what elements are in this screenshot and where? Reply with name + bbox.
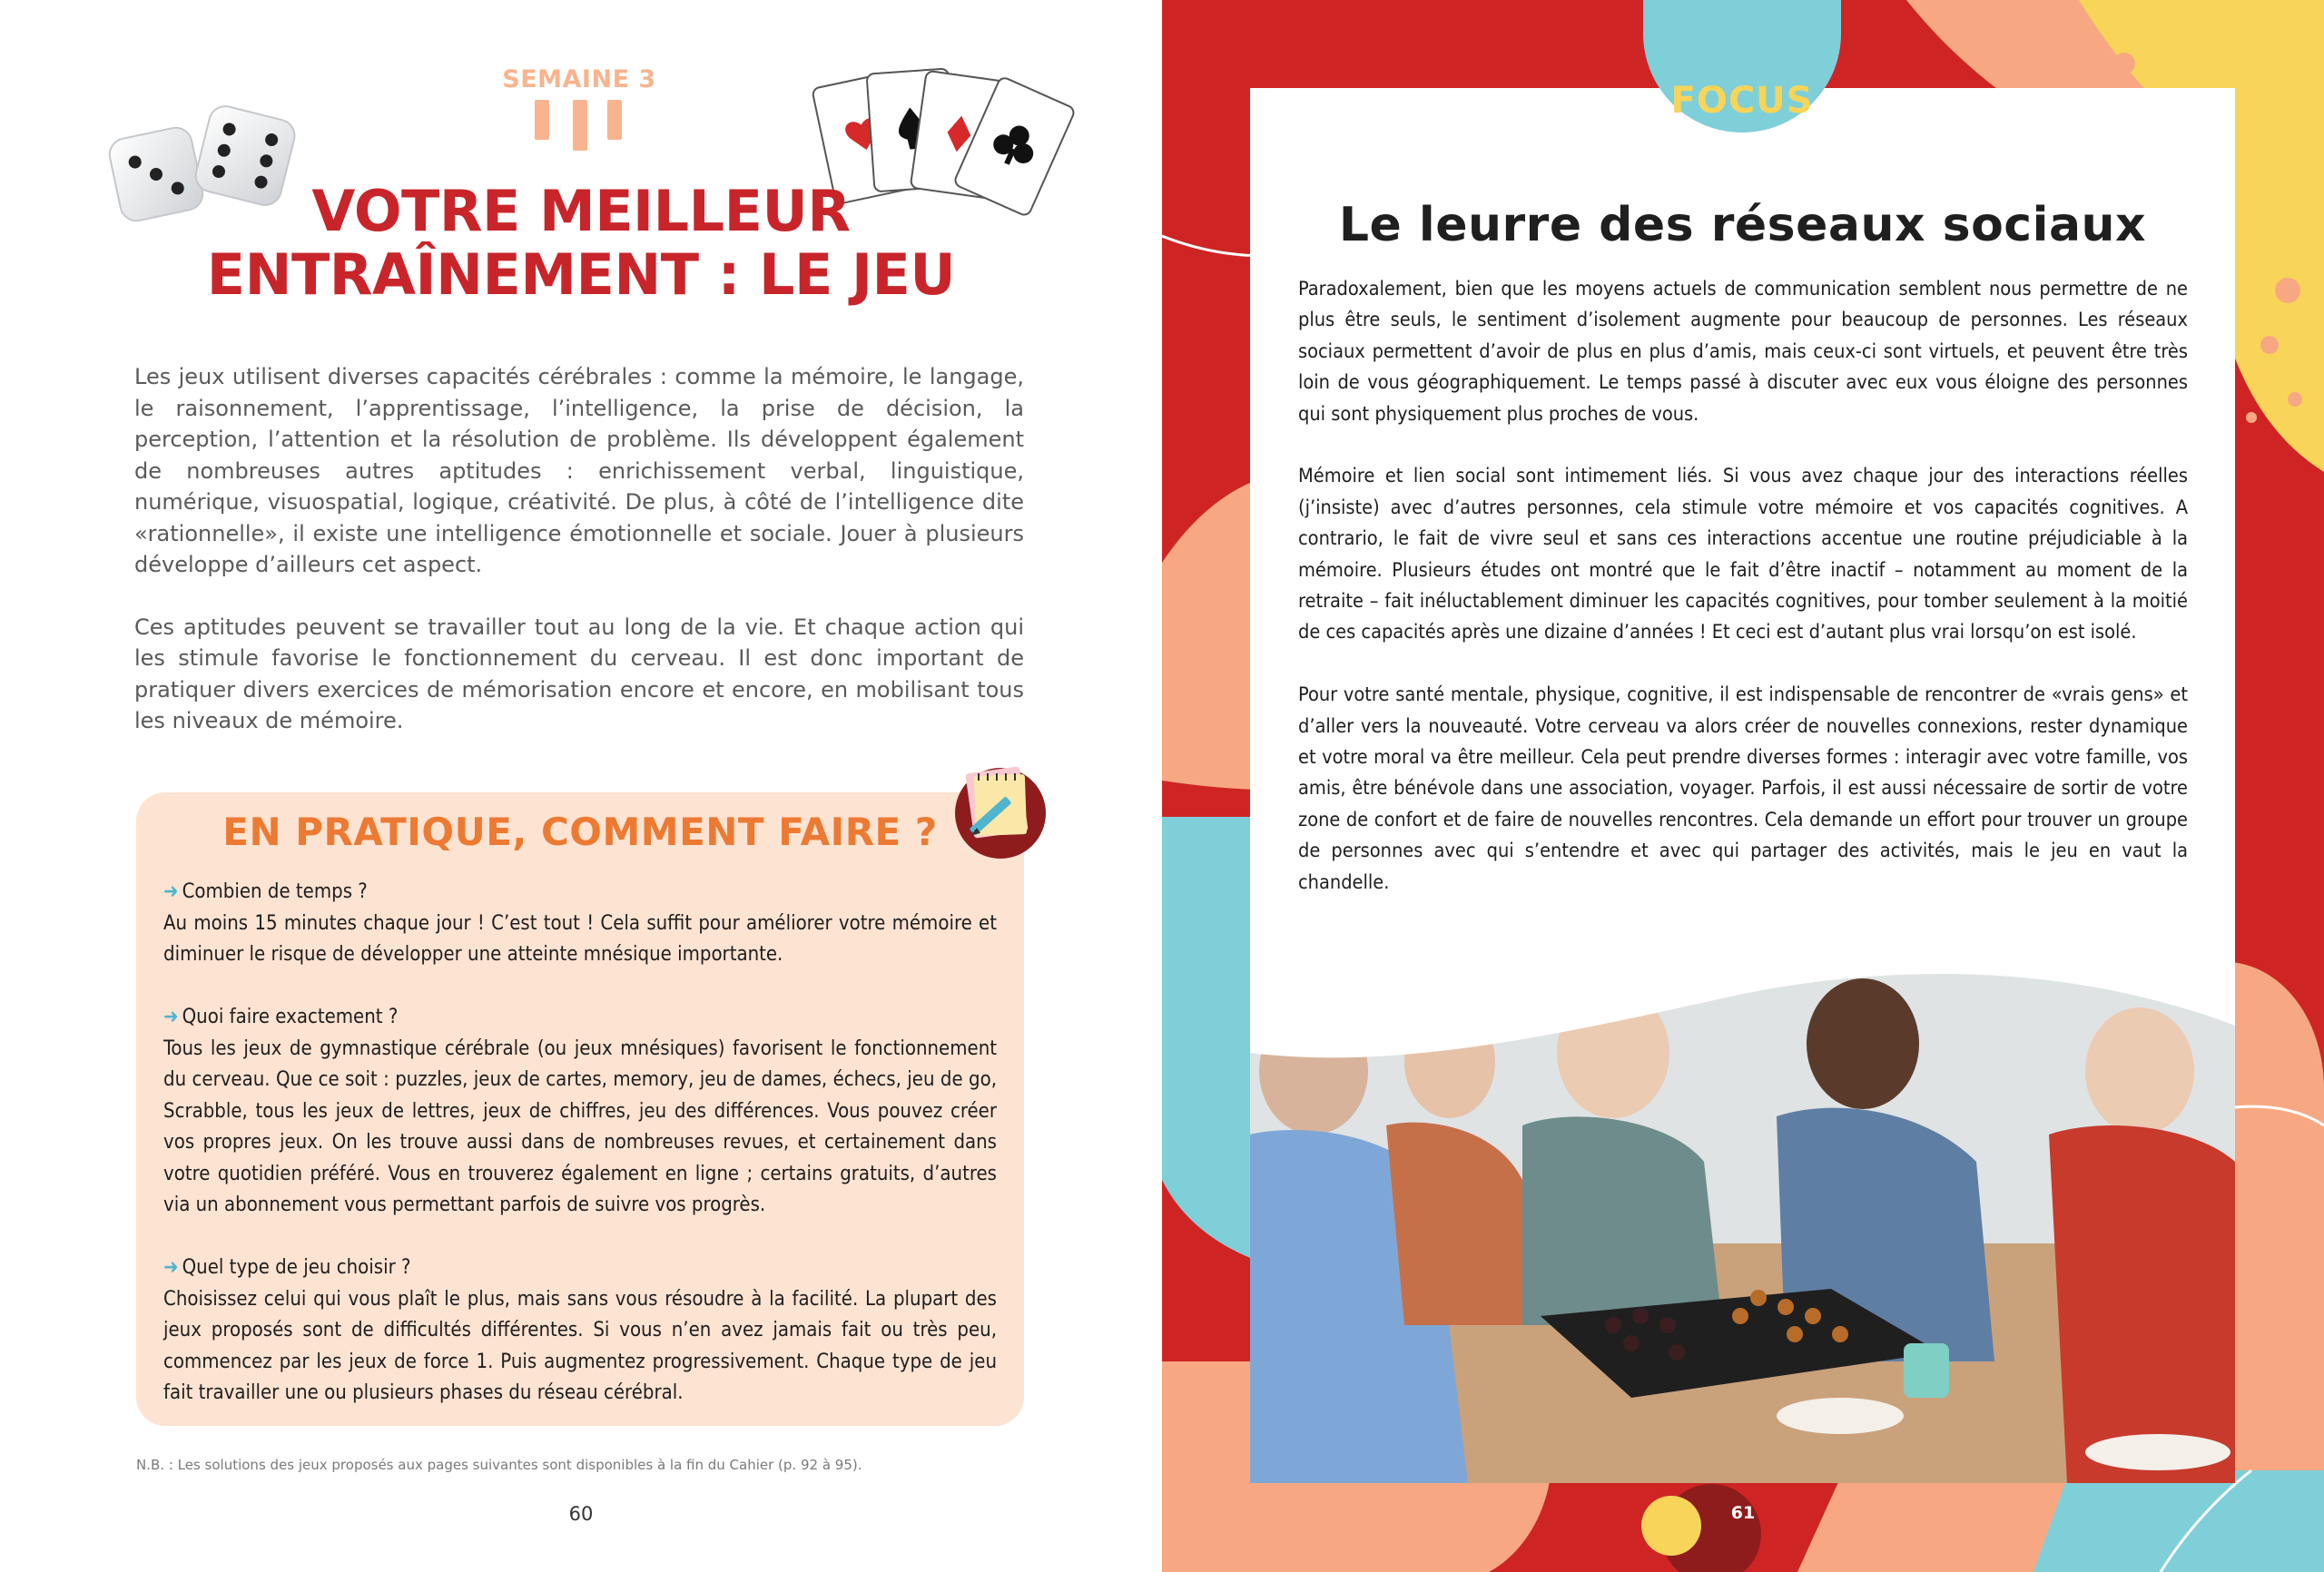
intro-paragraph: Ces aptitudes peuvent se travailler tout au long de la vie. Et chaque action qui les stimule favorise le fonctionnement du cerveau. Il est donc important de pratiquer divers exercices de mémorisation encore et encore, en mobilisant tous les niveaux de mémoire. bbox=[134, 614, 1024, 733]
practice-body bbox=[163, 877, 997, 1440]
notepad-pencil-icon bbox=[944, 755, 1053, 864]
focus-paragraph: Paradoxalement, bien que les moyens actuels de communication semblent nous permettre de ne plus être seuls, le sentiment d’isolement augmente pour beaucoup de personnes. Les réseaux sociaux permettent d’avoir de plus en plus d’amis, mais ceux-ci sont virtuels, et peuvent être très loin de vous géographiquement. Le temps passé à discuter avec eux vous éloigne des personnes qui sont physiquement plus proches de vous. bbox=[1298, 278, 2188, 426]
arrow-right-icon: ➜ bbox=[163, 1006, 179, 1028]
photo-wave bbox=[1250, 944, 2235, 1089]
practice-title: EN PRATIQUE, COMMENT FAIRE ? bbox=[222, 810, 938, 854]
focus-title: Le leurre des réseaux sociaux bbox=[1338, 198, 2147, 252]
page-number-right: 61 bbox=[1730, 1503, 1756, 1523]
page-title bbox=[163, 180, 999, 307]
focus-body bbox=[1298, 274, 2188, 929]
practice-answer: Choisissez celui qui vous plaît le plus, mais sans vous résoudre à la facilité. La plupart des jeux proposés sont de difficultés différentes. Si vous n’en avez jamais fait ou très peu, commencez par les jeux de force 1. Puis augmentez progressivement. Chaque type de jeu fait travailler une ou plusieurs phases du réseau cérébral. bbox=[163, 1287, 997, 1404]
focus-label: FOCUS bbox=[1670, 80, 1814, 122]
footnote: N.B. : Les solutions des jeux proposés aux pages suivantes sont disponibles à la fin du Cahier (p. 92 à 95). bbox=[136, 1457, 862, 1473]
intro-paragraph: Les jeux utilisent diverses capacités cérébrales : comme la mémoire, le langage, le raisonnement, l’apprentissage, l’intelligence, la prise de décision, la perception, l’attention et la résolution de problème. Ils développent également de nombreuses autres aptitudes : enrichissement verbal, linguistique, numérique, visuospatial, logique, créativité. De plus, à côté de l’intelligence dite «rationnelle», il existe une intelligence émotionnelle et sociale. Jouer à plusieurs développe d’ailleurs cet aspect. bbox=[134, 364, 1024, 577]
page-number-dot bbox=[1641, 1496, 1701, 1556]
practice-item bbox=[163, 877, 997, 971]
tally-bar bbox=[535, 100, 549, 140]
title-line-2: ENTRAÎNEMENT : LE JEU bbox=[206, 241, 956, 308]
practice-item bbox=[163, 1253, 997, 1410]
right-page bbox=[1162, 0, 2324, 1572]
focus-paragraph: Pour votre santé mentale, physique, cognitive, il est indispensable de rencontrer de «vrais gens» et d’aller vers la nouveauté. Votre cerveau va alors créer de nouvelles connexions, rester dynamique et votre moral va être meilleur. Cela peut prendre diverses formes : interagir avec votre famille, vos amis, être bénévole dans une association, voyager. Parfois, il est aussi nécessaire de sortir de votre zone de confort et de faire de nouvelles rencontres. Cela demande un effort pour trouver un groupe de personnes avec qui s’entendre et avec qui partager des activités, mais le jeu en vaut la chandelle. bbox=[1298, 683, 2188, 894]
practice-answer: Au moins 15 minutes chaque jour ! C’est tout ! Cela suffit pour améliorer votre mémoire et diminuer le risque de développer une atteinte mnésique importante. bbox=[163, 911, 997, 966]
intro-text bbox=[134, 361, 1024, 768]
practice-question-text: Quel type de jeu choisir ? bbox=[182, 1256, 411, 1279]
practice-question-text: Quoi faire exactement ? bbox=[182, 1006, 399, 1028]
tally-bar bbox=[573, 100, 587, 151]
practice-question bbox=[163, 1002, 997, 1034]
arrow-right-icon: ➜ bbox=[163, 880, 179, 903]
practice-answer: Tous les jeux de gymnastique cérébrale (ou jeux mnésiques) favorisent le fonctionnement du cerveau. Que ce soit : puzzles, jeux de cartes, memory, jeu de dames, échecs, jeu de go, Scrabble, tous les jeux de lettres, jeux de chiffres, jeu des différences. Vous pouvez créer vos propres jeux. On les trouve aussi dans de nombreuses revues, et certainement dans votre quotidien préféré. Vous en trouverez également en ligne ; certains gratuits, d’autres via un abonnement vous permettant parfois de suivre vos progrès. bbox=[163, 1037, 997, 1216]
practice-question bbox=[163, 1253, 997, 1284]
arrow-right-icon: ➜ bbox=[163, 1256, 179, 1279]
tally-bar bbox=[607, 100, 622, 140]
practice-question-text: Combien de temps ? bbox=[182, 880, 368, 903]
focus-paragraph: Mémoire et lien social sont intimement liés. Si vous avez chaque jour des interactions réelles (j’insiste) avec d’autres personnes, cela stimule votre mémoire et vos capacités cognitives. A contrario, le fait de vivre seul et sans ces interactions accentue une routine préjudiciable à la mémoire. Plusieurs études ont montré que le fait d’être inactif – notamment au moment de la retraite – fait inéluctablement diminuer les capacités cognitives, pour tomber seulement à la moitié de ces capacités après une dizaine d’années ! Et ceci est d’autant plus vrai lorsqu’on est isolé. bbox=[1298, 465, 2188, 644]
practice-question bbox=[163, 877, 997, 909]
practice-item bbox=[163, 1002, 997, 1222]
tally-marks bbox=[535, 100, 625, 152]
week-label: SEMAINE 3 bbox=[502, 65, 656, 93]
page-number-left: 60 bbox=[568, 1503, 594, 1525]
title-line-1: VOTRE MEILLEUR bbox=[311, 178, 851, 244]
